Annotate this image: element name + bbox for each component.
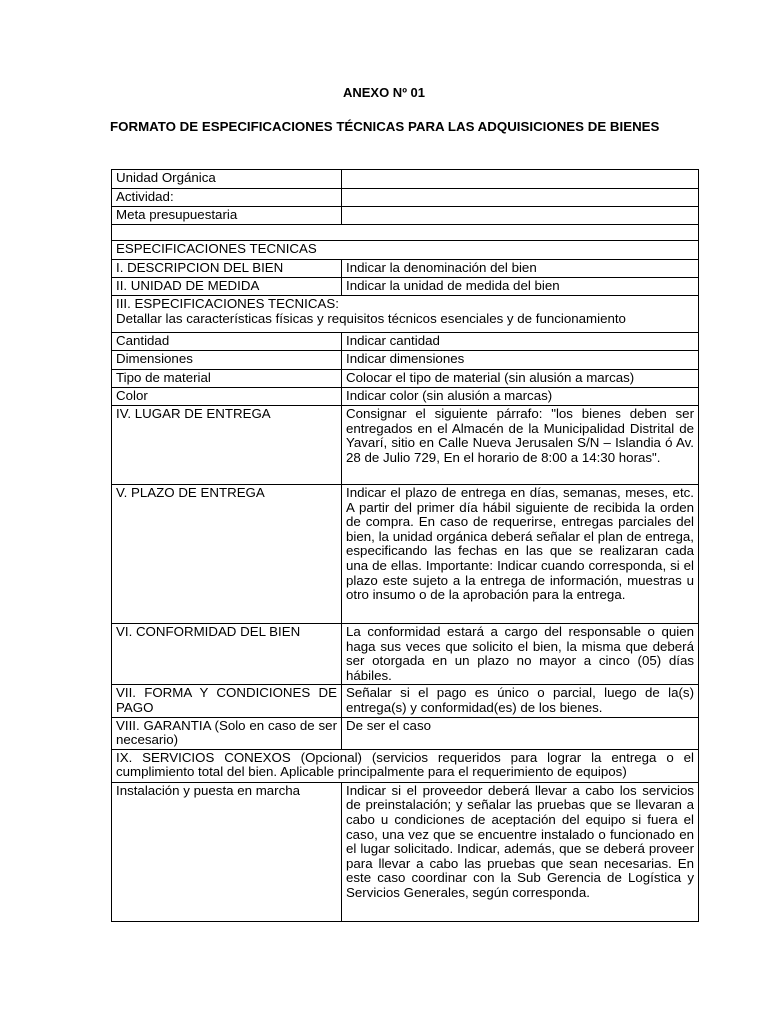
dimensiones-label: Dimensiones <box>112 351 342 370</box>
material-value: Colocar el tipo de material (sin alusión a marcas) <box>342 370 699 388</box>
table-row <box>112 624 699 685</box>
table-row <box>112 782 699 921</box>
table-row <box>112 370 699 388</box>
especificaciones-detail: Detallar las características físicas y requisitos técnicos esenciales y de funcionamiento <box>116 310 626 326</box>
spacer-row <box>112 225 699 241</box>
conformidad-label: VI. CONFORMIDAD DEL BIEN <box>112 624 342 685</box>
descripcion-value: Indicar la denominación del bien <box>342 260 699 278</box>
table-row <box>112 749 699 782</box>
table-row <box>112 170 699 189</box>
plazo-entrega-value: Indicar el plazo de entrega en días, semanas, meses, etc. A partir del primer día hábil siguiente de recibida la orden de compra. En caso de requerirse, entregas parciales del bien, la unidad orgánica deberá señalar el plan de entrega, especificando las fechas en las que se realizaran cada una de ellas. Importante: Indicar cuando corresponda, si el plazo este sujeto a la entrega de información, muestras u otro insumo o de la aprobación para la entrega. <box>342 485 699 624</box>
instalacion-label: Instalación y puesta en marcha <box>112 782 342 921</box>
unidad-organica-label: Unidad Orgánica <box>112 170 342 189</box>
table-row <box>112 260 699 278</box>
table-row <box>112 207 699 225</box>
descripcion-label: I. DESCRIPCION DEL BIEN <box>112 260 342 278</box>
table-row <box>112 351 699 370</box>
especificaciones-title: III. ESPECIFICACIONES TECNICAS: <box>116 296 339 311</box>
meta-value <box>342 207 699 225</box>
actividad-label: Actividad: <box>112 189 342 207</box>
material-label: Tipo de material <box>112 370 342 388</box>
actividad-value <box>342 189 699 207</box>
table-row <box>112 388 699 406</box>
servicios-conexos: IX. SERVICIOS CONEXOS (Opcional) (servicios requeridos para lograr la entrega o el cumplimiento total del bien. Aplicable principalmente para el requerimiento de equipos) <box>112 749 699 782</box>
color-label: Color <box>112 388 342 406</box>
table-row <box>112 717 699 749</box>
unidad-medida-value: Indicar la unidad de medida del bien <box>342 278 699 296</box>
specifications-table <box>111 169 699 922</box>
table-row <box>112 406 699 485</box>
table-row <box>112 333 699 351</box>
lugar-entrega-value: Consignar el siguiente párrafo: "los bienes deben ser entregados en el Almacén de la Municipalidad Distrital de Yavarí, sitio en Calle Nueva Jerusalen S/N – Islandia ó Av. 28 de Julio 729, En el horario de 8:00 a 14:30 horas". <box>342 406 699 485</box>
plazo-entrega-label: V. PLAZO DE ENTREGA <box>112 485 342 624</box>
meta-label: Meta presupuestaria <box>112 207 342 225</box>
lugar-entrega-label: IV. LUGAR DE ENTREGA <box>112 406 342 485</box>
conformidad-value: La conformidad estará a cargo del responsable o quien haga sus veces que solicito el bien, la misma que deberá ser otorgada en un plazo no mayor a cinco (05) días hábiles. <box>342 624 699 685</box>
table-row <box>112 296 699 333</box>
color-value: Indicar color (sin alusión a marcas) <box>342 388 699 406</box>
table-row <box>112 685 699 717</box>
cantidad-label: Cantidad <box>112 333 342 351</box>
specs-section-header: ESPECIFICACIONES TECNICAS <box>112 241 699 260</box>
annex-title: ANEXO Nº 01 <box>342 85 426 100</box>
table-row <box>112 278 699 296</box>
cantidad-value: Indicar cantidad <box>342 333 699 351</box>
table-row <box>112 189 699 207</box>
instalacion-value: Indicar si el proveedor deberá llevar a cabo los servicios de preinstalación; y señalar las pruebas que se llevaran a cabo u condiciones de aceptación del equipo si fuera el caso, una vez que se encuentre instalado o funcionado en el lugar solicitado. Indicar, además, que se deberá proveer para llevar a cabo las pruebas que sean necesarias. En este caso coordinar con la Sub Gerencia de Logística y Servicios Generales, según corresponda. <box>342 782 699 921</box>
pago-value: Señalar si el pago es único o parcial, luego de la(s) entrega(s) y conformidad(es) de los bienes. <box>342 685 699 717</box>
table-row <box>112 225 699 241</box>
document-heading: FORMATO DE ESPECIFICACIONES TÉCNICAS PARA LAS ADQUISICIONES DE BIENES <box>110 119 660 134</box>
unidad-organica-value <box>342 170 699 189</box>
table-row <box>112 241 699 260</box>
dimensiones-value: Indicar dimensiones <box>342 351 699 370</box>
unidad-medida-label: II. UNIDAD DE MEDIDA <box>112 278 342 296</box>
garantia-value: De ser el caso <box>342 717 699 749</box>
pago-label: VII. FORMA Y CONDICIONES DE PAGO <box>112 685 342 717</box>
especificaciones-block <box>112 296 699 333</box>
garantia-label: VIII. GARANTIA (Solo en caso de ser necesario) <box>112 717 342 749</box>
table-row <box>112 485 699 624</box>
